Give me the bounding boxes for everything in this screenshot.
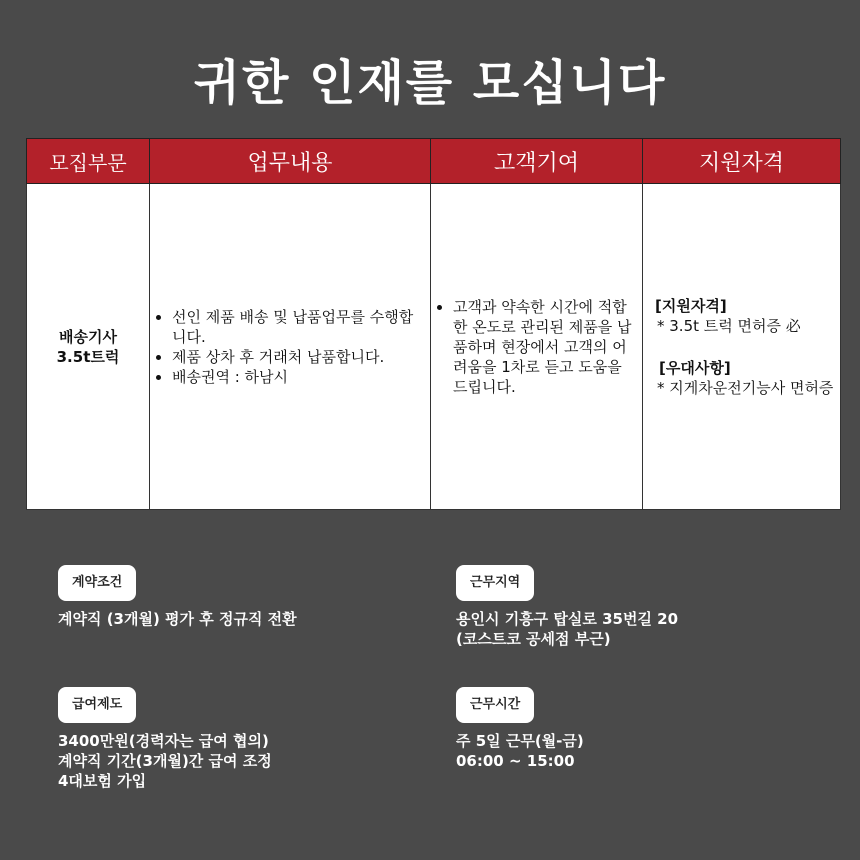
- qualification-cell: [643, 184, 841, 510]
- department-vehicle: 3.5t트럭: [56, 347, 120, 366]
- task-item: • 배송권역 : 하남시: [172, 367, 426, 387]
- department-name: 배송기사: [59, 327, 117, 346]
- page-title: 귀한 인재를 모십니다: [193, 55, 667, 111]
- contract-line: 계약직 (3개월) 평가 후 정규직 전환: [58, 610, 297, 628]
- salary-badge: 급여제도: [58, 687, 136, 723]
- hours-line: 주 5일 근무(월-금): [456, 732, 584, 750]
- contribution-cell: [431, 184, 643, 510]
- task-item: • 선인 제품 배송 및 납품업무를 수행합니다.: [172, 307, 426, 347]
- preference-title: [우대사항]: [659, 358, 731, 377]
- location-line: (코스트코 공세점 부근): [456, 630, 611, 648]
- salary-line: 4대보험 가입: [58, 772, 147, 790]
- salary-text: [58, 731, 272, 791]
- salary-section: [58, 687, 272, 791]
- header-tasks: 업무내용: [150, 139, 431, 184]
- task-item: • 제품 상차 후 거래처 납품합니다.: [172, 347, 426, 367]
- header-qualification: 지원자격: [643, 139, 841, 184]
- hours-badge: 근무시간: [456, 687, 534, 723]
- table-row: [27, 184, 841, 510]
- qualification-title: [지원자격]: [655, 296, 727, 315]
- location-section: [456, 565, 678, 649]
- header-contribution: 고객기여: [431, 139, 643, 184]
- contract-badge: 계약조건: [58, 565, 136, 601]
- hours-text: [456, 731, 584, 771]
- header-department: 모집부문: [27, 139, 150, 184]
- contract-text: [58, 609, 297, 629]
- hours-line: 06:00 ~ 15:00: [456, 752, 575, 770]
- contribution-list: [435, 297, 638, 397]
- contribution-item: • 고객과 약속한 시간에 적합한 온도로 관리된 제품을 납품하며 현장에서 고객의 어려움을 1차로 듣고 도움을 드립니다.: [453, 297, 638, 397]
- department-cell: [27, 184, 150, 510]
- recruitment-table: [26, 138, 841, 510]
- location-badge: 근무지역: [456, 565, 534, 601]
- location-text: [456, 609, 678, 649]
- location-line: 용인시 기흥구 탑실로 35번길 20: [456, 610, 679, 628]
- contract-section: [58, 565, 297, 629]
- hours-section: [456, 687, 584, 771]
- salary-line: 3400만원(경력자는 급여 협의): [58, 732, 269, 750]
- tasks-list: [154, 307, 426, 387]
- qualification-text: * 3.5t 트럭 면허증 必: [657, 316, 801, 335]
- tasks-cell: [150, 184, 431, 510]
- table-header-row: [27, 139, 841, 184]
- salary-line: 계약직 기간(3개월)간 급여 조정: [58, 752, 272, 770]
- preference-text: * 지게차운전기능사 면허증: [657, 378, 834, 397]
